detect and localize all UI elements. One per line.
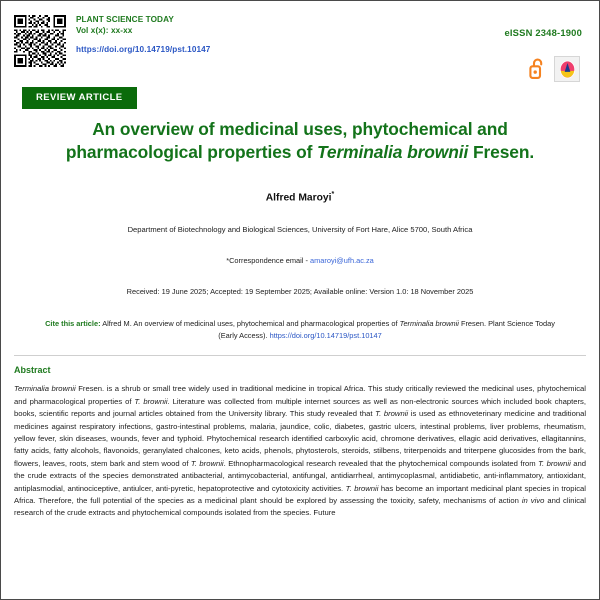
abstract-text	[14, 383, 586, 519]
qr-code-icon	[14, 15, 66, 67]
journal-logo-badge	[554, 56, 580, 82]
title-species-name: Terminalia brownii	[317, 142, 469, 163]
cite-this-article	[44, 318, 556, 342]
header-badges	[529, 56, 580, 82]
journal-volume: Vol x(x): xx-xx	[76, 26, 133, 36]
abstract-segment-8: T. brownii	[538, 458, 571, 468]
publication-dates: Received: 19 June 2025; Accepted: 19 September 2025; Available online: Version 1.0: 18 November 2025	[126, 287, 474, 297]
author-name	[14, 191, 586, 203]
title-line-2-pre: pharmacological properties of	[65, 142, 318, 163]
article-type-badge: REVIEW ARTICLE	[22, 87, 137, 109]
correspondence-label: *Correspondence email -	[226, 256, 311, 266]
abstract-segment-3: . Literature was collected from multiple internet sources as well as non-electronic sources which included book chapters, books, scientific reports and journal articles obtained from the University library. This study revealed that	[14, 396, 586, 419]
cite-label: Cite this article:	[45, 319, 101, 329]
cite-doi-link[interactable]: https://doi.org/10.14719/pst.10147	[269, 331, 382, 341]
section-divider	[14, 355, 586, 356]
journal-info	[76, 14, 210, 59]
abstract-segment-1: Fresen. is a shrub or small tree widely used in traditional medicine in tropical Africa. This study critically reviewed the medicinal uses, phytochemical and pharmacological properties of	[14, 384, 586, 406]
eissn-label: eISSN 2348-1900	[504, 27, 582, 38]
masthead	[14, 1, 586, 106]
journal-doi-link[interactable]: https://doi.org/10.14719/pst.10147	[76, 44, 211, 54]
page-title	[34, 118, 566, 165]
abstract-segment-6: T. brownii	[190, 458, 224, 468]
abstract-segment-9: and the crude extracts of the species demonstrated antibacterial, antimycobacterial, antifungal, antidiarrheal, antimycoplasmal, antidiabetic, anti-inflammatory, antioxidant, antiplasmodial, antinociceptive, antiulcer, anti-pyretic, hepatoprotective and cytotoxicity activities.	[14, 458, 586, 493]
author-affiliation: Department of Biotechnology and Biological Sciences, University of Fort Hare, Alice 5700, South Africa	[127, 225, 473, 235]
abstract-heading: Abstract	[14, 365, 51, 376]
abstract-segment-11: has become an important medicinal plant species in tropical Africa. Therefore, the full potential of the species as a medicinal plant should be explored by assessing the toxicity, safety, mechanisms of action	[14, 483, 586, 505]
journal-name: PLANT SCIENCE TODAY	[76, 15, 174, 24]
cite-species-name: Terminalia brownii	[399, 319, 459, 329]
open-access-lock-icon	[529, 57, 546, 81]
abstract-segment-13: and clinical research of the crude extracts and phytochemical compounds isolated from the species. Future	[14, 496, 586, 518]
correspondence-line	[14, 256, 586, 265]
abstract-segment-0: Terminalia brownii	[14, 384, 76, 394]
abstract-segment-4: T. brownii	[375, 409, 409, 419]
abstract-segment-2: T. brownii	[134, 396, 168, 406]
correspondence-email-link[interactable]: amaroyi@ufh.ac.za	[310, 256, 374, 266]
abstract-segment-5: is used as ethnoveterinary medicine and traditional medicines against respiratory infections, gastro-intestinal problems, malaria, jaundice, colic, diabetes, gastric ulcers, intestinal problems, liver problems, rheumatism, yellow fever, skin diseases, wounds, fever and typhoid. Phytochemical research identified carboxylic acid, chromone derivatives, ellagic acid derivatives, ellagitannins, fatty acids, fatty alcohols, flavonoids, geranylated chalcones, keto acids, phenols, phytosterols, steroids, stilbens, triterpenoids and triterpene glucosides from the bark, flowers, leaves, roots, stem bark and stem wood of	[14, 409, 587, 468]
abstract-segment-12: in vivo	[521, 496, 545, 505]
abstract-segment-7: . Ethnopharmacological research revealed that the phytochemical compounds isolated from	[223, 458, 539, 468]
journal-logo-icon	[558, 60, 577, 79]
title-line-2-post: Fresen.	[468, 142, 535, 163]
abstract-segment-10: T. brownii	[345, 483, 379, 493]
cite-text-post: Fresen. Plant Science Today (Early Access).	[218, 319, 555, 341]
author-label: Alfred Maroyi	[265, 192, 332, 204]
author-corresponding-marker: *	[331, 190, 335, 198]
cite-text-pre: Alfred M. An overview of medicinal uses, phytochemical and pharmacological properties of	[100, 319, 400, 329]
title-line-1: An overview of medicinal uses, phytochemical and	[92, 119, 508, 139]
